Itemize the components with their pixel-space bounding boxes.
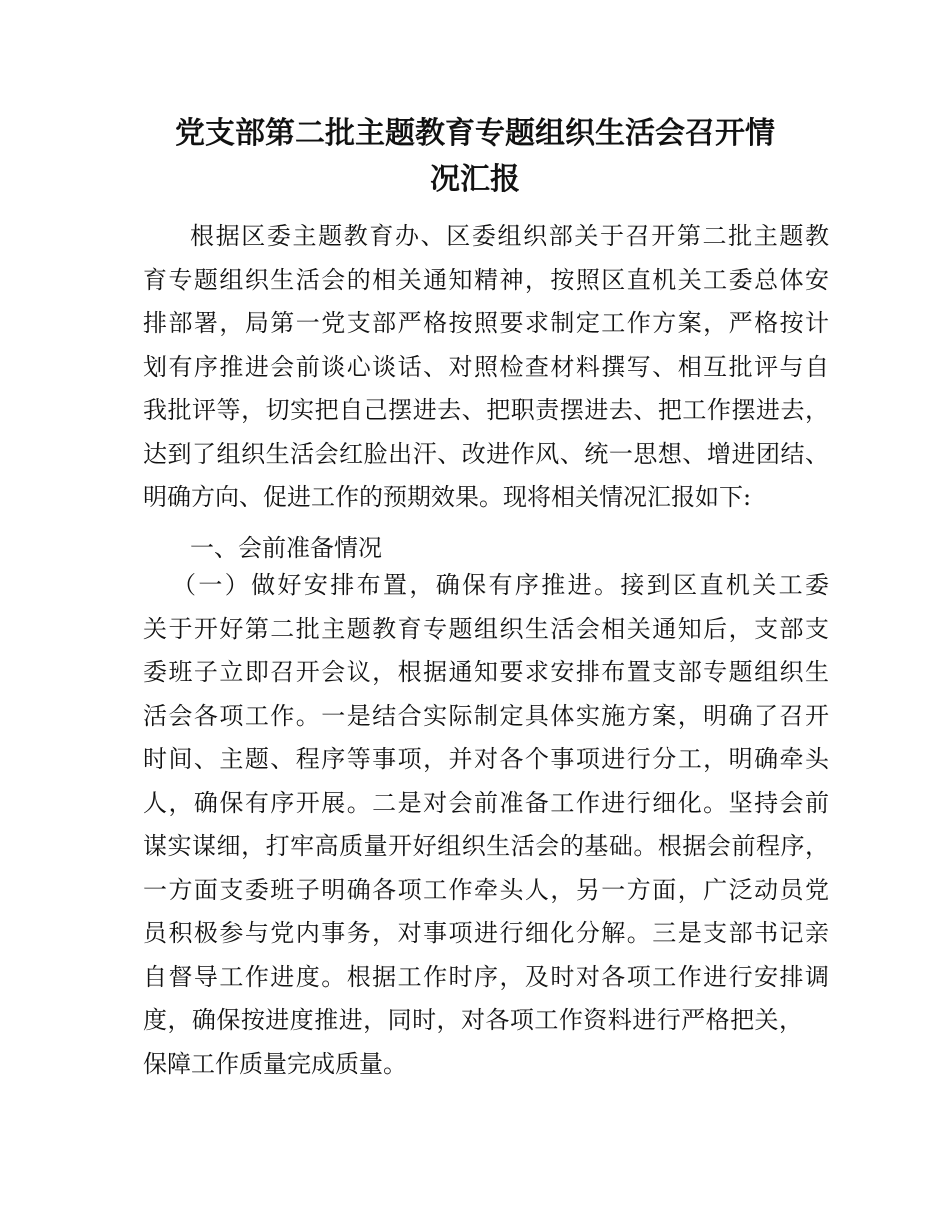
paragraph-line: 根据区委主题教育办、区委组织部关于召开第二批主题教 [190, 222, 829, 250]
paragraph-line: 谋实谋细，打牢高质量开好组织生活会的基础。根据会前程序， [143, 832, 829, 860]
paragraph-line: 保障工作质量完成质量。 [143, 1050, 407, 1078]
paragraph-line: 育专题组织生活会的相关通知精神，按照区直机关工委总体安 [143, 266, 829, 294]
document-title-line-1: 党支部第二批主题教育专题组织生活会召开情 [175, 116, 775, 151]
paragraph-line: 划有序推进会前谈心谈话、对照检查材料撰写、相互批评与自 [143, 353, 829, 381]
paragraph-line: 我批评等，切实把自己摆进去、把职责摆进去、把工作摆进去， [143, 396, 829, 424]
section-heading: 一、会前准备情况 [190, 534, 382, 562]
paragraph-line: 达到了组织生活会红脸出汗、改进作风、统一思想、增进团结、 [143, 440, 829, 468]
paragraph-line: 人，确保有序开展。二是对会前准备工作进行细化。坚持会前 [143, 789, 829, 817]
paragraph-line: 时间、主题、程序等事项，并对各个事项进行分工，明确牵头 [143, 745, 829, 773]
paragraph-line: 关于开好第二批主题教育专题组织生活会相关通知后，支部支 [143, 615, 829, 643]
paragraph-line: （一）做好安排布置，确保有序推进。接到区直机关工委 [172, 571, 829, 599]
paragraph-line: 员积极参与党内事务，对事项进行细化分解。三是支部书记亲 [143, 919, 829, 947]
paragraph-line: 明确方向、促进工作的预期效果。现将相关情况汇报如下: [143, 483, 752, 511]
paragraph-line: 排部署，局第一党支部严格按照要求制定工作方案，严格按计 [143, 309, 829, 337]
paragraph-line: 活会各项工作。一是结合实际制定具体实施方案，明确了召开 [143, 702, 829, 730]
paragraph-line: 委班子立即召开会议，根据通知要求安排布置支部专题组织生 [143, 658, 829, 686]
paragraph-line: 自督导工作进度。根据工作时序，及时对各项工作进行安排调 [143, 963, 829, 991]
document-title-line-2: 况汇报 [430, 162, 520, 197]
paragraph-line: 度，确保按进度推进，同时，对各项工作资料进行严格把关， [143, 1006, 803, 1034]
paragraph-line: 一方面支委班子明确各项工作牵头人，另一方面，广泛动员党 [143, 876, 829, 904]
